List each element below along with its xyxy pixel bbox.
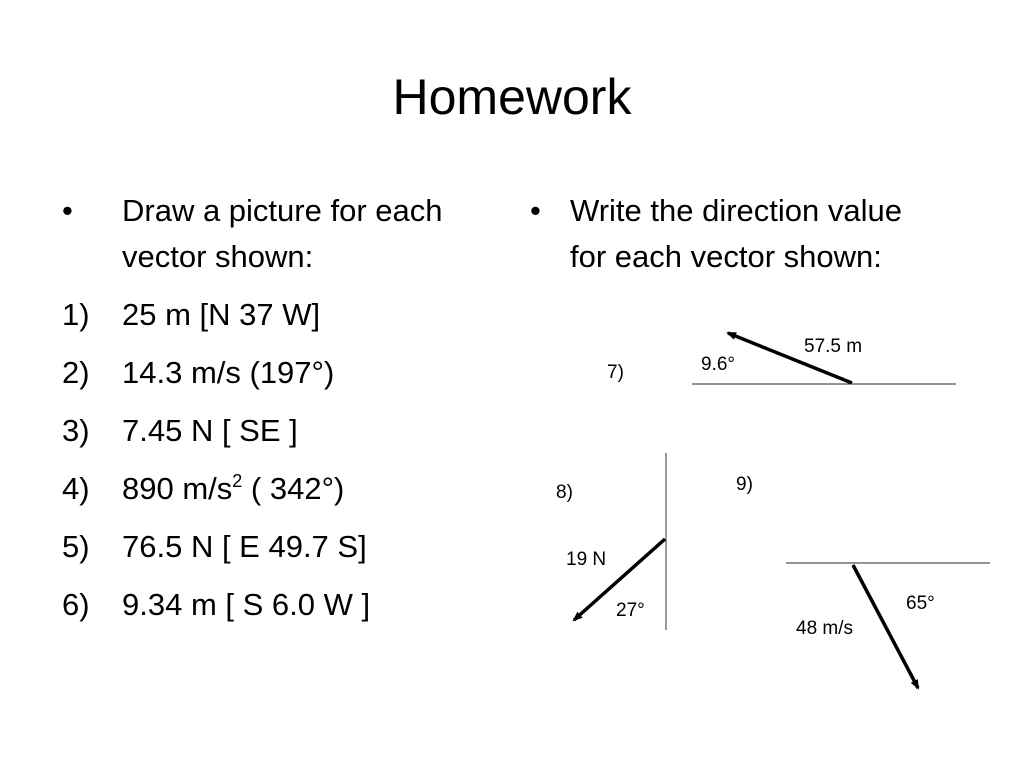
diagram-7 (607, 333, 956, 384)
magnitude-label: 48 m/s (796, 618, 854, 639)
intro-text: Write the direction value for each vector shown: (570, 193, 902, 274)
item-text: 25 m [N 37 W] (122, 297, 321, 332)
exponent: 2 (232, 471, 243, 491)
angle-label: 9.6° (701, 354, 736, 375)
bullet-icon: • (62, 193, 73, 228)
item-text: 76.5 N [ E 49.7 S] (122, 529, 367, 564)
magnitude-label: 19 N (566, 549, 607, 570)
item-text: 14.3 m/s (197°) (122, 355, 335, 390)
angle-label: 27° (616, 600, 645, 621)
diagram-9 (736, 474, 990, 688)
item-number: 4) (62, 471, 90, 506)
slide-title: Homework (392, 69, 632, 125)
item-text-tail: ( 342°) (242, 471, 345, 506)
diagram-label: 7) (607, 362, 624, 383)
intro-text: Draw a picture for each vector shown: (122, 193, 443, 274)
angle-label: 65° (906, 593, 935, 614)
item-number: 2) (62, 355, 90, 390)
diagram-label: 8) (556, 482, 573, 503)
item-number: 1) (62, 297, 90, 332)
item-number: 6) (62, 587, 90, 622)
item-number: 5) (62, 529, 90, 564)
vector-arrow (853, 565, 918, 688)
magnitude-label: 57.5 m (804, 336, 863, 357)
diagram-label: 9) (736, 474, 753, 495)
item-text: 9.34 m [ S 6.0 W ] (122, 587, 371, 622)
item-text-main: 890 m/s (122, 471, 233, 506)
item-text: 7.45 N [ SE ] (122, 413, 298, 448)
diagram-8 (556, 453, 666, 630)
item-number: 3) (62, 413, 90, 448)
bullet-icon: • (530, 193, 541, 228)
